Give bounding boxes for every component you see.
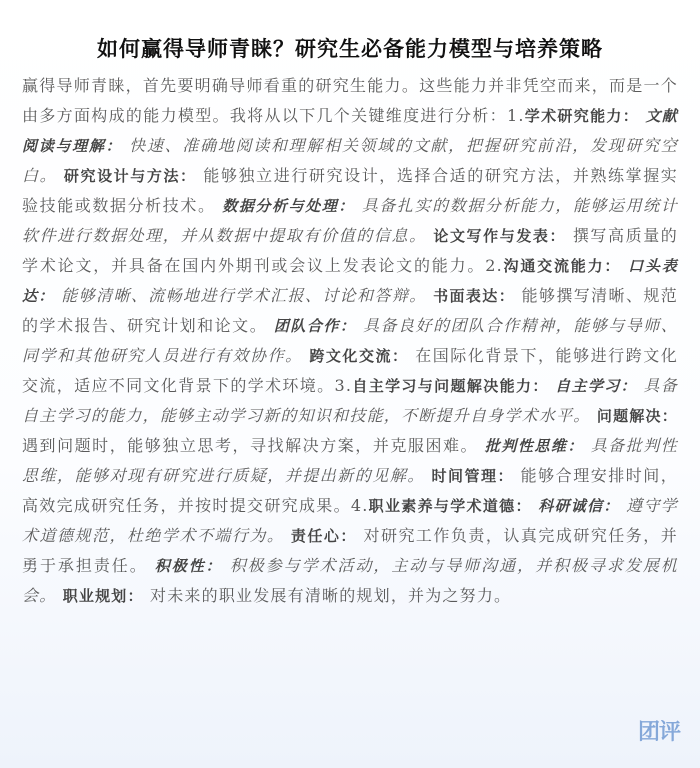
item-label: 文献阅读与理解：: [22, 107, 678, 155]
item-label: 数据分析与处理：: [222, 197, 355, 215]
section-3: [22, 376, 678, 515]
section-title: 沟通交流能力：: [502, 257, 622, 275]
item-label: 时间管理：: [431, 467, 515, 485]
item-label: 跨文化交流：: [309, 347, 409, 365]
item-label: 论文写作与发表：: [433, 227, 567, 245]
item-text: 具备批判性思维，能够对现有研究进行质疑，并提出新的见解。: [22, 436, 679, 485]
section-number: 2.: [485, 256, 503, 275]
item-label: 书面表达：: [433, 287, 516, 305]
item-text: 积极参与学术活动，主动与导师沟通，并积极寻求发展机会。: [22, 556, 678, 605]
section-title: 学术研究能力：: [524, 107, 640, 125]
item-text: 快速、准确地阅读和理解相关领域的文献，把握研究前沿，发现研究空白。: [22, 136, 679, 185]
item-text: 具备良好的团队合作精神，能够与导师、同学和其他研究人员进行有效协作。: [22, 316, 678, 365]
item-label: 职业规划：: [62, 587, 144, 605]
item-text: 在国际化背景下，能够进行跨文化交流，适应不同文化背景下的学术环境。: [22, 346, 679, 395]
item-label: 积极性：: [154, 557, 223, 575]
item-label: 责任心：: [290, 527, 357, 545]
item-label: 口头表达：: [22, 257, 678, 305]
item-text: 能够独立进行研究设计，选择合适的研究方法，并熟练掌握实验技能或数据分析技术。: [22, 166, 678, 215]
item-text: 遇到问题时，能够独立思考，寻找解决方案，并克服困难。: [22, 436, 479, 455]
item-text: 对研究工作负责，认真完成研究任务，并勇于承担责任。: [22, 526, 678, 575]
item-label: 团队合作：: [273, 317, 357, 335]
watermark-logo: 团评: [637, 720, 680, 745]
section-2: [22, 256, 678, 395]
item-text: 具备扎实的数据分析能力，能够运用统计软件进行数据处理，并从数据中提取有价值的信息。: [22, 196, 678, 245]
article-body: [22, 71, 678, 611]
item-text: 具备自主学习的能力，能够主动学习新的知识和技能，不断提升自身学术水平。: [22, 376, 678, 425]
item-label: 批判性思维：: [484, 437, 584, 455]
section-title: 自主学习与问题解决能力：: [352, 377, 549, 395]
article-title: 如何赢得导师青睐？研究生必备能力模型与培养策略: [97, 37, 603, 62]
item-label: 自主学习：: [555, 377, 637, 395]
item-text: 撰写高质量的学术论文，并具备在国内外期刊或会议上发表论文的能力。: [22, 226, 678, 275]
section-number: 4.: [350, 496, 369, 515]
item-text: 遵守学术道德规范，杜绝学术不端行为。: [22, 496, 678, 545]
item-text: 能够清晰、流畅地进行学术汇报、讨论和答辩。: [61, 286, 427, 305]
item-label: 问题解决：: [596, 407, 678, 425]
intro-text: 赢得导师青睐，首先要明确导师看重的研究生能力。这些能力并非凭空而来，而是一个由多方面构成的能力模型。我将从以下几个关键维度进行分析：: [22, 76, 678, 125]
item-label: 科研诚信：: [538, 497, 620, 515]
item-label: 研究设计与方法：: [63, 167, 197, 185]
item-text: 对未来的职业发展有清晰的规划，并为之努力。: [150, 586, 512, 605]
section-number: 1.: [507, 106, 525, 125]
section-title: 职业素养与学术道德：: [368, 497, 532, 515]
section-1: [22, 106, 678, 275]
section-number: 3.: [334, 376, 353, 395]
item-text: 能够合理安排时间，高效完成研究任务，并按时提交研究成果。: [22, 466, 678, 515]
item-text: 能够撰写清晰、规范的学术报告、研究计划和论文。: [22, 286, 678, 335]
